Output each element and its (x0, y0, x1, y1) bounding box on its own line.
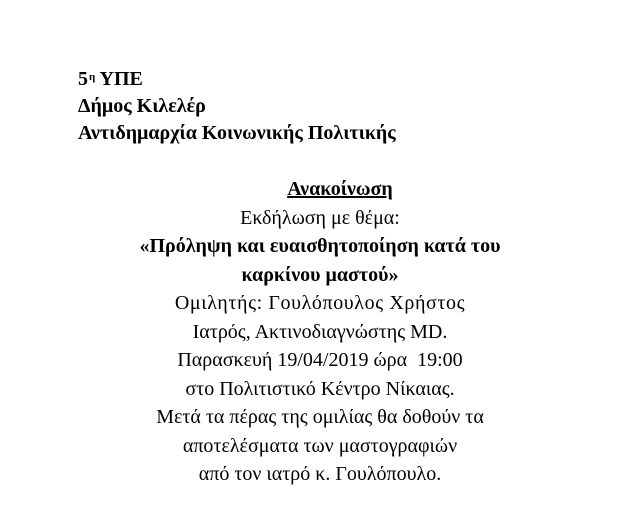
announcement-title: Ανακοίνωση (287, 178, 393, 200)
topic-line-1: «Πρόληψη και ευαισθητοποίηση κατά του (139, 235, 501, 257)
header-block (78, 66, 396, 147)
region-suffix: ΥΠΕ (95, 68, 143, 90)
event-intro: Εκδήλωση με θέμα: (240, 206, 400, 229)
region-line (78, 66, 396, 93)
municipality-line: Δήμος Κιλελέρ (78, 95, 206, 117)
region-number: 5 (78, 68, 88, 90)
announcement-body (0, 175, 640, 489)
note-line-1: Μετά τα πέρας της ομιλίας θα δοθούν τα (156, 406, 484, 428)
speaker-title-line: Ιατρός, Ακτινοδιαγνώστης MD. (192, 320, 448, 343)
region-superscript: η (89, 71, 96, 83)
note-line-3: από τον ιατρό κ. Γουλόπουλο. (198, 463, 442, 485)
department-line: Αντιδημαρχία Κοινωνικής Πολιτικής (78, 122, 396, 144)
datetime-line: Παρασκευή 19/04/2019 ώρα 19:00 (177, 349, 463, 371)
note-line-2: αποτελέσματα των μαστογραφιών (182, 434, 458, 457)
topic-line-2: καρκίνου μαστού» (241, 263, 399, 286)
speaker-line: Ομιλητής: Γουλόπουλος Χρήστος (174, 292, 466, 314)
location-line: στο Πολιτιστικό Κέντρο Νίκαιας. (185, 377, 455, 400)
